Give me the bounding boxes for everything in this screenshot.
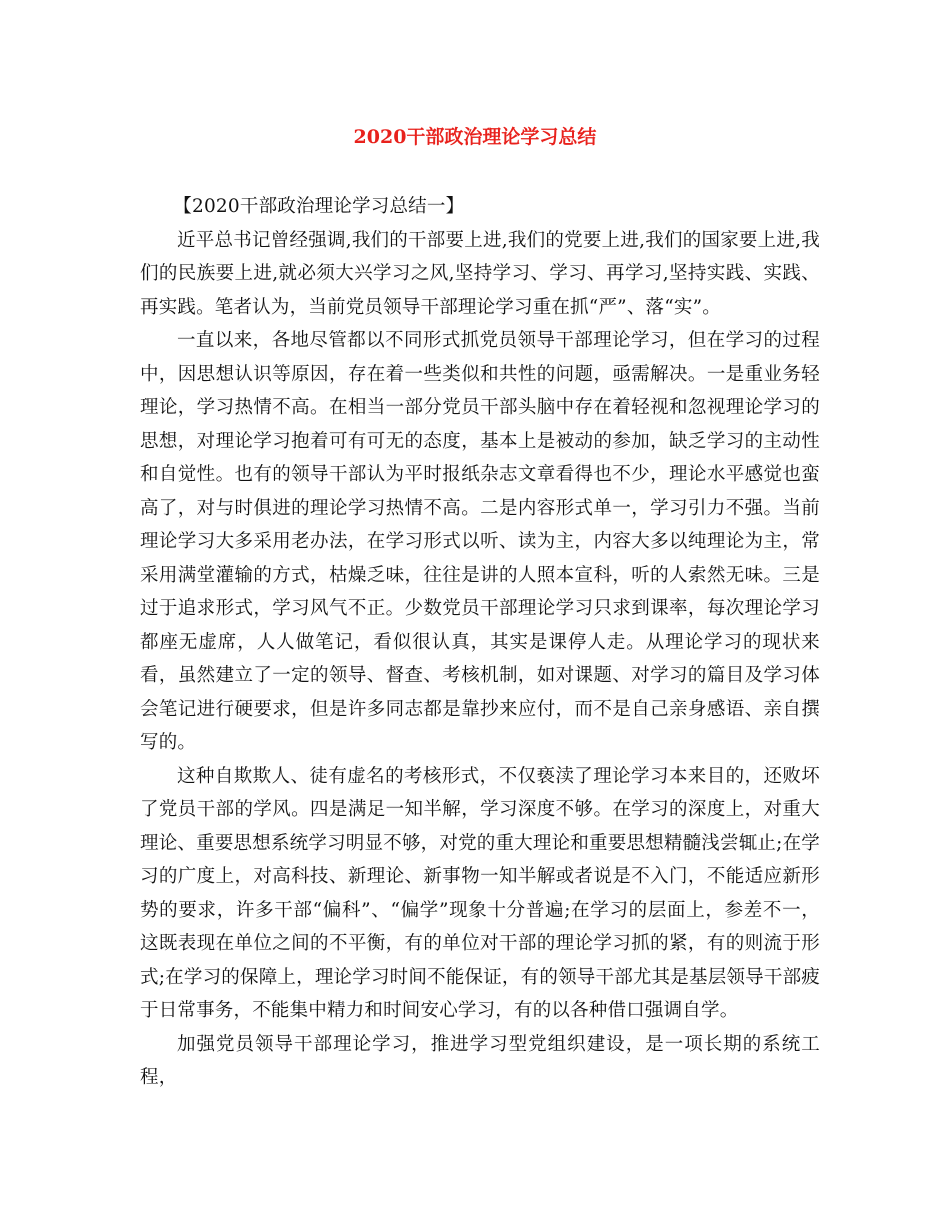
- section-heading: 【2020干部政治理论学习总结一】: [173, 196, 465, 217]
- paragraph: 一直以来，各地尽管都以不同形式抓党员领导干部理论学习，但在学习的过程中，因思想认识等原因，存在着一些类似和共性的问题，亟需解决。一是重业务轻理论，学习热情不高。在相当一部分党员干部头脑中存在着轻视和忽视理论学习的思想，对理论学习抱着可有可无的态度，基本上是被动的参加，缺乏学习的主动性和自觉性。也有的领导干部认为平时报纸杂志文章看得也不少，理论水平感觉也蛮高了，对与时俱进的理论学习热情不高。二是内容形式单一，学习引力不强。当前理论学习大多采用老办法，在学习形式以听、读为主，内容大多以纯理论为主，常采用满堂灌输的方式，枯燥乏味，往往是讲的人照本宣科，听的人索然无味。三是过于追求形式，学习风气不正。少数党员干部理论学习只求到课率，每次理论学习都座无虚席，人人做笔记，看似很认真，其实是课停人走。从理论学习的现状来看，虽然建立了一定的领导、督查、考核机制，如对课题、对学习的篇目及学习体会笔记进行硬要求，但是许多同志都是靠抄来应付，而不是自己亲身感语、亲自撰写的。: [140, 330, 820, 753]
- document-title: 2020干部政治理论学习总结: [353, 126, 597, 148]
- paragraph: 近平总书记曾经强调,我们的干部要上进,我们的党要上进,我们的国家要上进,我们的民族要上进,就必须大兴学习之风,坚持学习、学习、再学习,坚持实践、实践、再实践。笔者认为，当前党员领导干部理论学习重在抓“严”、落“实”。: [140, 229, 820, 318]
- paragraph: 加强党员领导干部理论学习，推进学习型党组织建设，是一项长期的系统工程，: [140, 1033, 820, 1088]
- document-body: [140, 190, 820, 1095]
- paragraph: 这种自欺欺人、徒有虚名的考核形式，不仅亵渎了理论学习本来目的，还败坏了党员干部的学风。四是满足一知半解，学习深度不够。在学习的深度上，对重大理论、重要思想系统学习明显不够，对党的重大理论和重要思想精髓浅尝辄止;在学习的广度上，对高科技、新理论、新事物一知半解或者说是不入门，不能适应新形势的要求，许多干部“偏科”、“偏学”现象十分普遍;在学习的层面上，参差不一，这既表现在单位之间的不平衡，有的单位对干部的理论学习抓的紧，有的则流于形式;在学习的保障上，理论学习时间不能保证，有的领导干部尤其是基层领导干部疲于日常事务，不能集中精力和时间安心学习，有的以各种借口强调自学。: [140, 765, 820, 1021]
